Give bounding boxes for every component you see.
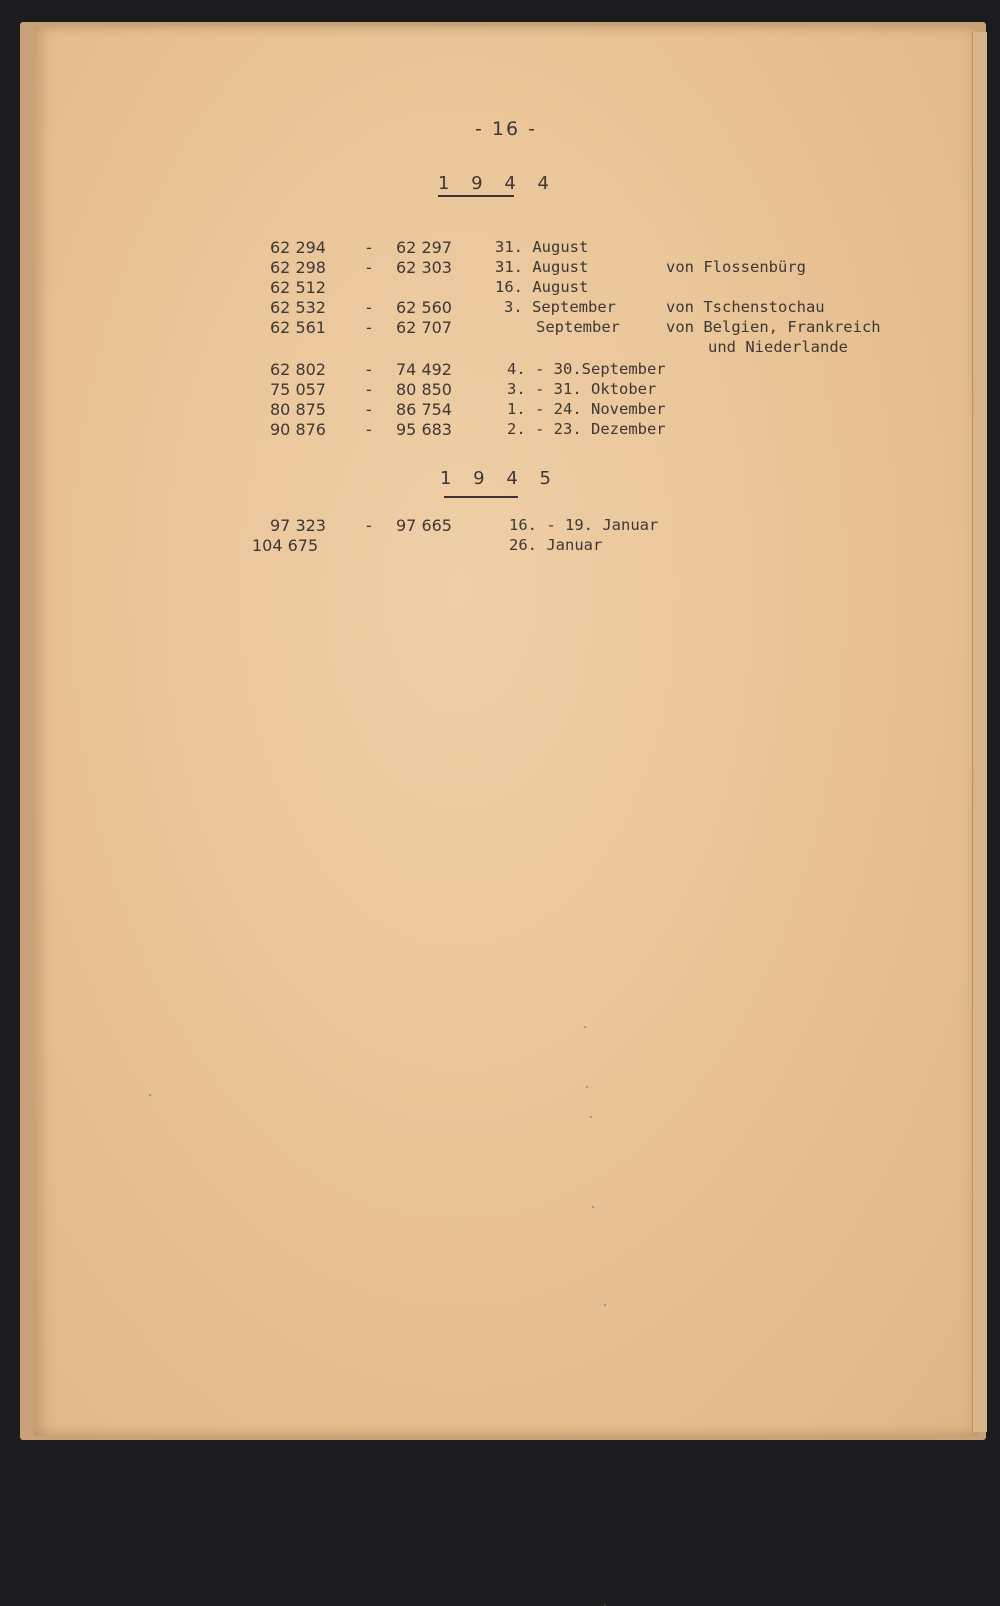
arrival-date: 3. - 31. Oktober: [507, 380, 657, 398]
paper-speck: [592, 1206, 594, 1208]
document-page: [34, 26, 978, 1436]
year-underline: [444, 496, 518, 498]
arrival-date: 3. September: [504, 298, 616, 316]
page-number: - 16 -: [475, 118, 537, 140]
number-from: 62 294: [270, 238, 326, 257]
range-dash: -: [366, 380, 372, 399]
origin: von Tschenstochau: [666, 298, 825, 316]
arrival-date: September: [536, 318, 620, 336]
arrival-date: 31. August: [495, 258, 589, 276]
arrival-date: 4. - 30.September: [507, 360, 666, 378]
number-to: 74 492: [396, 360, 452, 379]
range-dash: -: [366, 318, 372, 337]
arrival-date: 2. - 23. Dezember: [507, 420, 666, 438]
number-to: 86 754: [396, 400, 452, 419]
number-from: 62 561: [270, 318, 326, 337]
number-from: 75 057: [270, 380, 326, 399]
range-dash: -: [366, 298, 372, 317]
number-to: 80 850: [396, 380, 452, 399]
paper-speck: [584, 1026, 586, 1028]
paper-speck: [586, 1086, 588, 1088]
origin: von Belgien, Frankreich: [666, 318, 881, 336]
year-heading-1945: 1 9 4 5: [440, 468, 559, 489]
paper-speck: [604, 1304, 606, 1306]
number-from: 97 323: [270, 516, 326, 535]
range-dash: -: [366, 516, 372, 535]
year-heading-1944: 1 9 4 4: [438, 173, 557, 194]
number-to: 62 560: [396, 298, 452, 317]
range-dash: -: [366, 420, 372, 439]
range-dash: -: [366, 238, 372, 257]
number-from: 62 802: [270, 360, 326, 379]
number-from: 62 512: [270, 278, 326, 297]
year-underline: [438, 195, 514, 197]
number-to: 62 707: [396, 318, 452, 337]
number-from: 104 675: [252, 536, 319, 555]
arrival-date: 31. August: [495, 238, 589, 256]
origin: von Flossenbürg: [666, 258, 806, 276]
arrival-date: 1. - 24. November: [507, 400, 666, 418]
range-dash: -: [366, 360, 372, 379]
paper-speck: [149, 1094, 151, 1096]
origin-continued: und Niederlande: [708, 338, 848, 356]
arrival-date: 16. - 19. Januar: [509, 516, 659, 534]
range-dash: -: [366, 258, 372, 277]
adjacent-page-edge: [972, 32, 987, 1432]
arrival-date: 16. August: [495, 278, 589, 296]
range-dash: -: [366, 400, 372, 419]
number-to: 62 303: [396, 258, 452, 277]
number-from: 62 298: [270, 258, 326, 277]
number-to: 62 297: [396, 238, 452, 257]
number-from: 80 875: [270, 400, 326, 419]
number-to: 95 683: [396, 420, 452, 439]
paper-speck: [590, 1116, 592, 1118]
arrival-date: 26. Januar: [509, 536, 603, 554]
number-to: 97 665: [396, 516, 452, 535]
number-from: 90 876: [270, 420, 326, 439]
number-from: 62 532: [270, 298, 326, 317]
